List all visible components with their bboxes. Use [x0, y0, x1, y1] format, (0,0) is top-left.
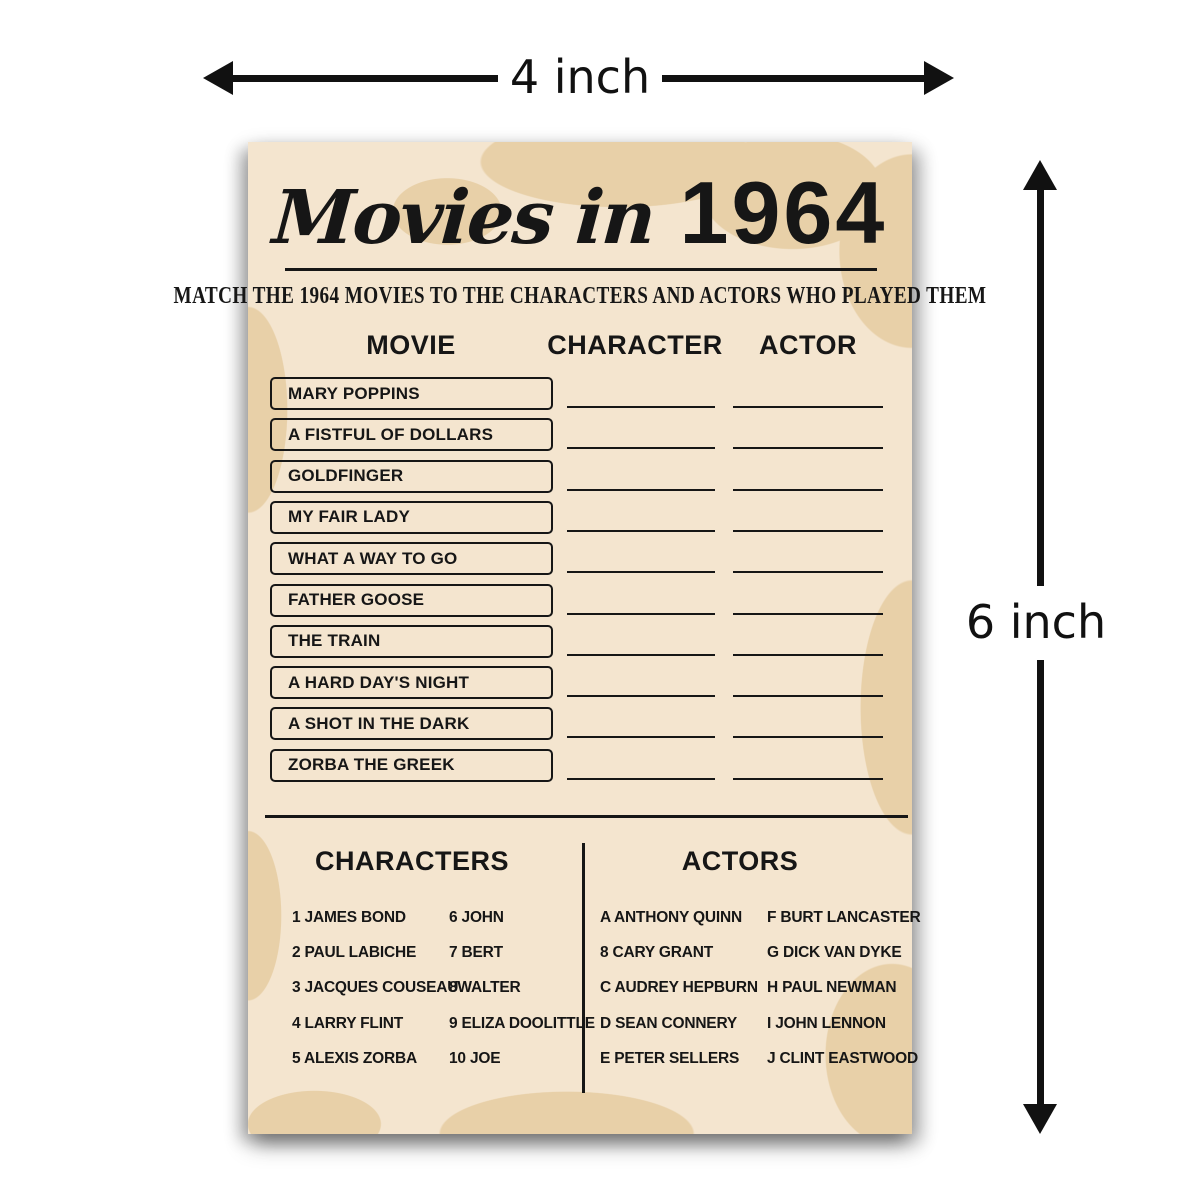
column-header-movie: MOVIE [366, 330, 456, 360]
actors-column-2 [767, 900, 921, 1076]
movie-row [248, 542, 912, 575]
actor-answer-blank [733, 654, 883, 656]
actor-option: A ANTHONY QUINN [600, 908, 742, 926]
character-option: 8WALTER [449, 979, 521, 997]
actor-option: H PAUL NEWMAN [767, 979, 897, 997]
actor-answer-blank [733, 736, 883, 738]
character-answer-blank [567, 736, 715, 738]
character-option: 2 PAUL LABICHE [292, 943, 417, 961]
actor-answer-blank [733, 613, 883, 615]
character-option: 4 LARRY FLINT [292, 1014, 404, 1032]
arrow-down-icon [1023, 1104, 1057, 1134]
movie-row [248, 377, 912, 410]
actor-option: G DICK VAN DYKE [767, 943, 902, 961]
character-option: 5 ALEXIS ZORBA [292, 1049, 417, 1067]
movie-row [248, 707, 912, 740]
character-answer-blank [567, 406, 715, 408]
height-dimension-line-bottom [1037, 660, 1044, 1108]
actor-answer-blank [733, 778, 883, 780]
movie-row [248, 501, 912, 534]
movie-title-box: FATHER GOOSE [270, 584, 553, 617]
character-answer-blank [567, 654, 715, 656]
character-option: 6 JOHN [449, 908, 504, 926]
character-option: 1 JAMES BOND [292, 908, 406, 926]
actor-answer-blank [733, 447, 883, 449]
actor-answer-blank [733, 571, 883, 573]
actors-heading: ACTORS [681, 846, 799, 876]
character-answer-blank [567, 778, 715, 780]
actor-option: 8 CARY GRANT [600, 943, 714, 961]
actor-answer-blank [733, 489, 883, 491]
characters-heading: CHARACTERS [315, 846, 509, 876]
arrow-right-icon [924, 61, 954, 95]
movie-title-box: WHAT A WAY TO GO [270, 542, 553, 575]
actor-option: F BURT LANCASTER [767, 908, 921, 926]
character-option: 7 BERT [449, 943, 503, 961]
actor-answer-blank [733, 406, 883, 408]
card-subtitle: MATCH THE 1964 MOVIES TO THE CHARACTERS AND ACTORS WHO PLAYED THEM [173, 283, 987, 309]
movie-row [248, 749, 912, 782]
width-label: 4 inch [509, 50, 651, 104]
character-option: 3 JACQUES COUSEAU [292, 979, 459, 997]
actor-option: I JOHN LENNON [767, 1014, 886, 1032]
character-answer-blank [567, 489, 715, 491]
movie-row [248, 625, 912, 658]
card-title-year: 1964 [679, 163, 888, 262]
actor-option: C AUDREY HEPBURN [600, 979, 758, 997]
movie-title-box: MARY POPPINS [270, 377, 553, 410]
height-dimension-line-top [1037, 186, 1044, 586]
movie-title-box: THE TRAIN [270, 625, 553, 658]
column-header-actor: ACTOR [758, 330, 858, 360]
movie-title-box: A HARD DAY'S NIGHT [270, 666, 553, 699]
characters-column-1 [292, 900, 458, 1076]
movie-title-box: MY FAIR LADY [270, 501, 553, 534]
actor-answer-blank [733, 530, 883, 532]
actor-answer-blank [733, 695, 883, 697]
movie-row [248, 460, 912, 493]
section-divider [265, 815, 908, 818]
movie-title-box: GOLDFINGER [270, 460, 553, 493]
actor-option: J CLINT EASTWOOD [767, 1049, 918, 1067]
column-header-character: CHARACTER [547, 330, 723, 360]
character-answer-blank [567, 613, 715, 615]
movie-row [248, 418, 912, 451]
game-card [173, 142, 987, 1134]
actors-column-1 [600, 900, 758, 1076]
movie-row [248, 666, 912, 699]
movie-row [248, 584, 912, 617]
actor-option: D SEAN CONNERY [600, 1014, 738, 1032]
height-label: 6 inch [965, 595, 1107, 649]
width-dimension-line-left [228, 75, 498, 82]
character-answer-blank [567, 447, 715, 449]
movie-title-box: ZORBA THE GREEK [270, 749, 553, 782]
character-option: 10 JOE [449, 1049, 501, 1067]
card-title-script: Movies in [269, 175, 657, 261]
movie-title-box: A FISTFUL OF DOLLARS [270, 418, 553, 451]
character-answer-blank [567, 695, 715, 697]
width-dimension-line-right [662, 75, 930, 82]
character-answer-blank [567, 530, 715, 532]
movie-title-box: A SHOT IN THE DARK [270, 707, 553, 740]
characters-column-2 [449, 900, 595, 1076]
actor-option: E PETER SELLERS [600, 1049, 740, 1067]
character-answer-blank [567, 571, 715, 573]
character-option: 9 ELIZA DOOLITTLE [449, 1014, 595, 1032]
